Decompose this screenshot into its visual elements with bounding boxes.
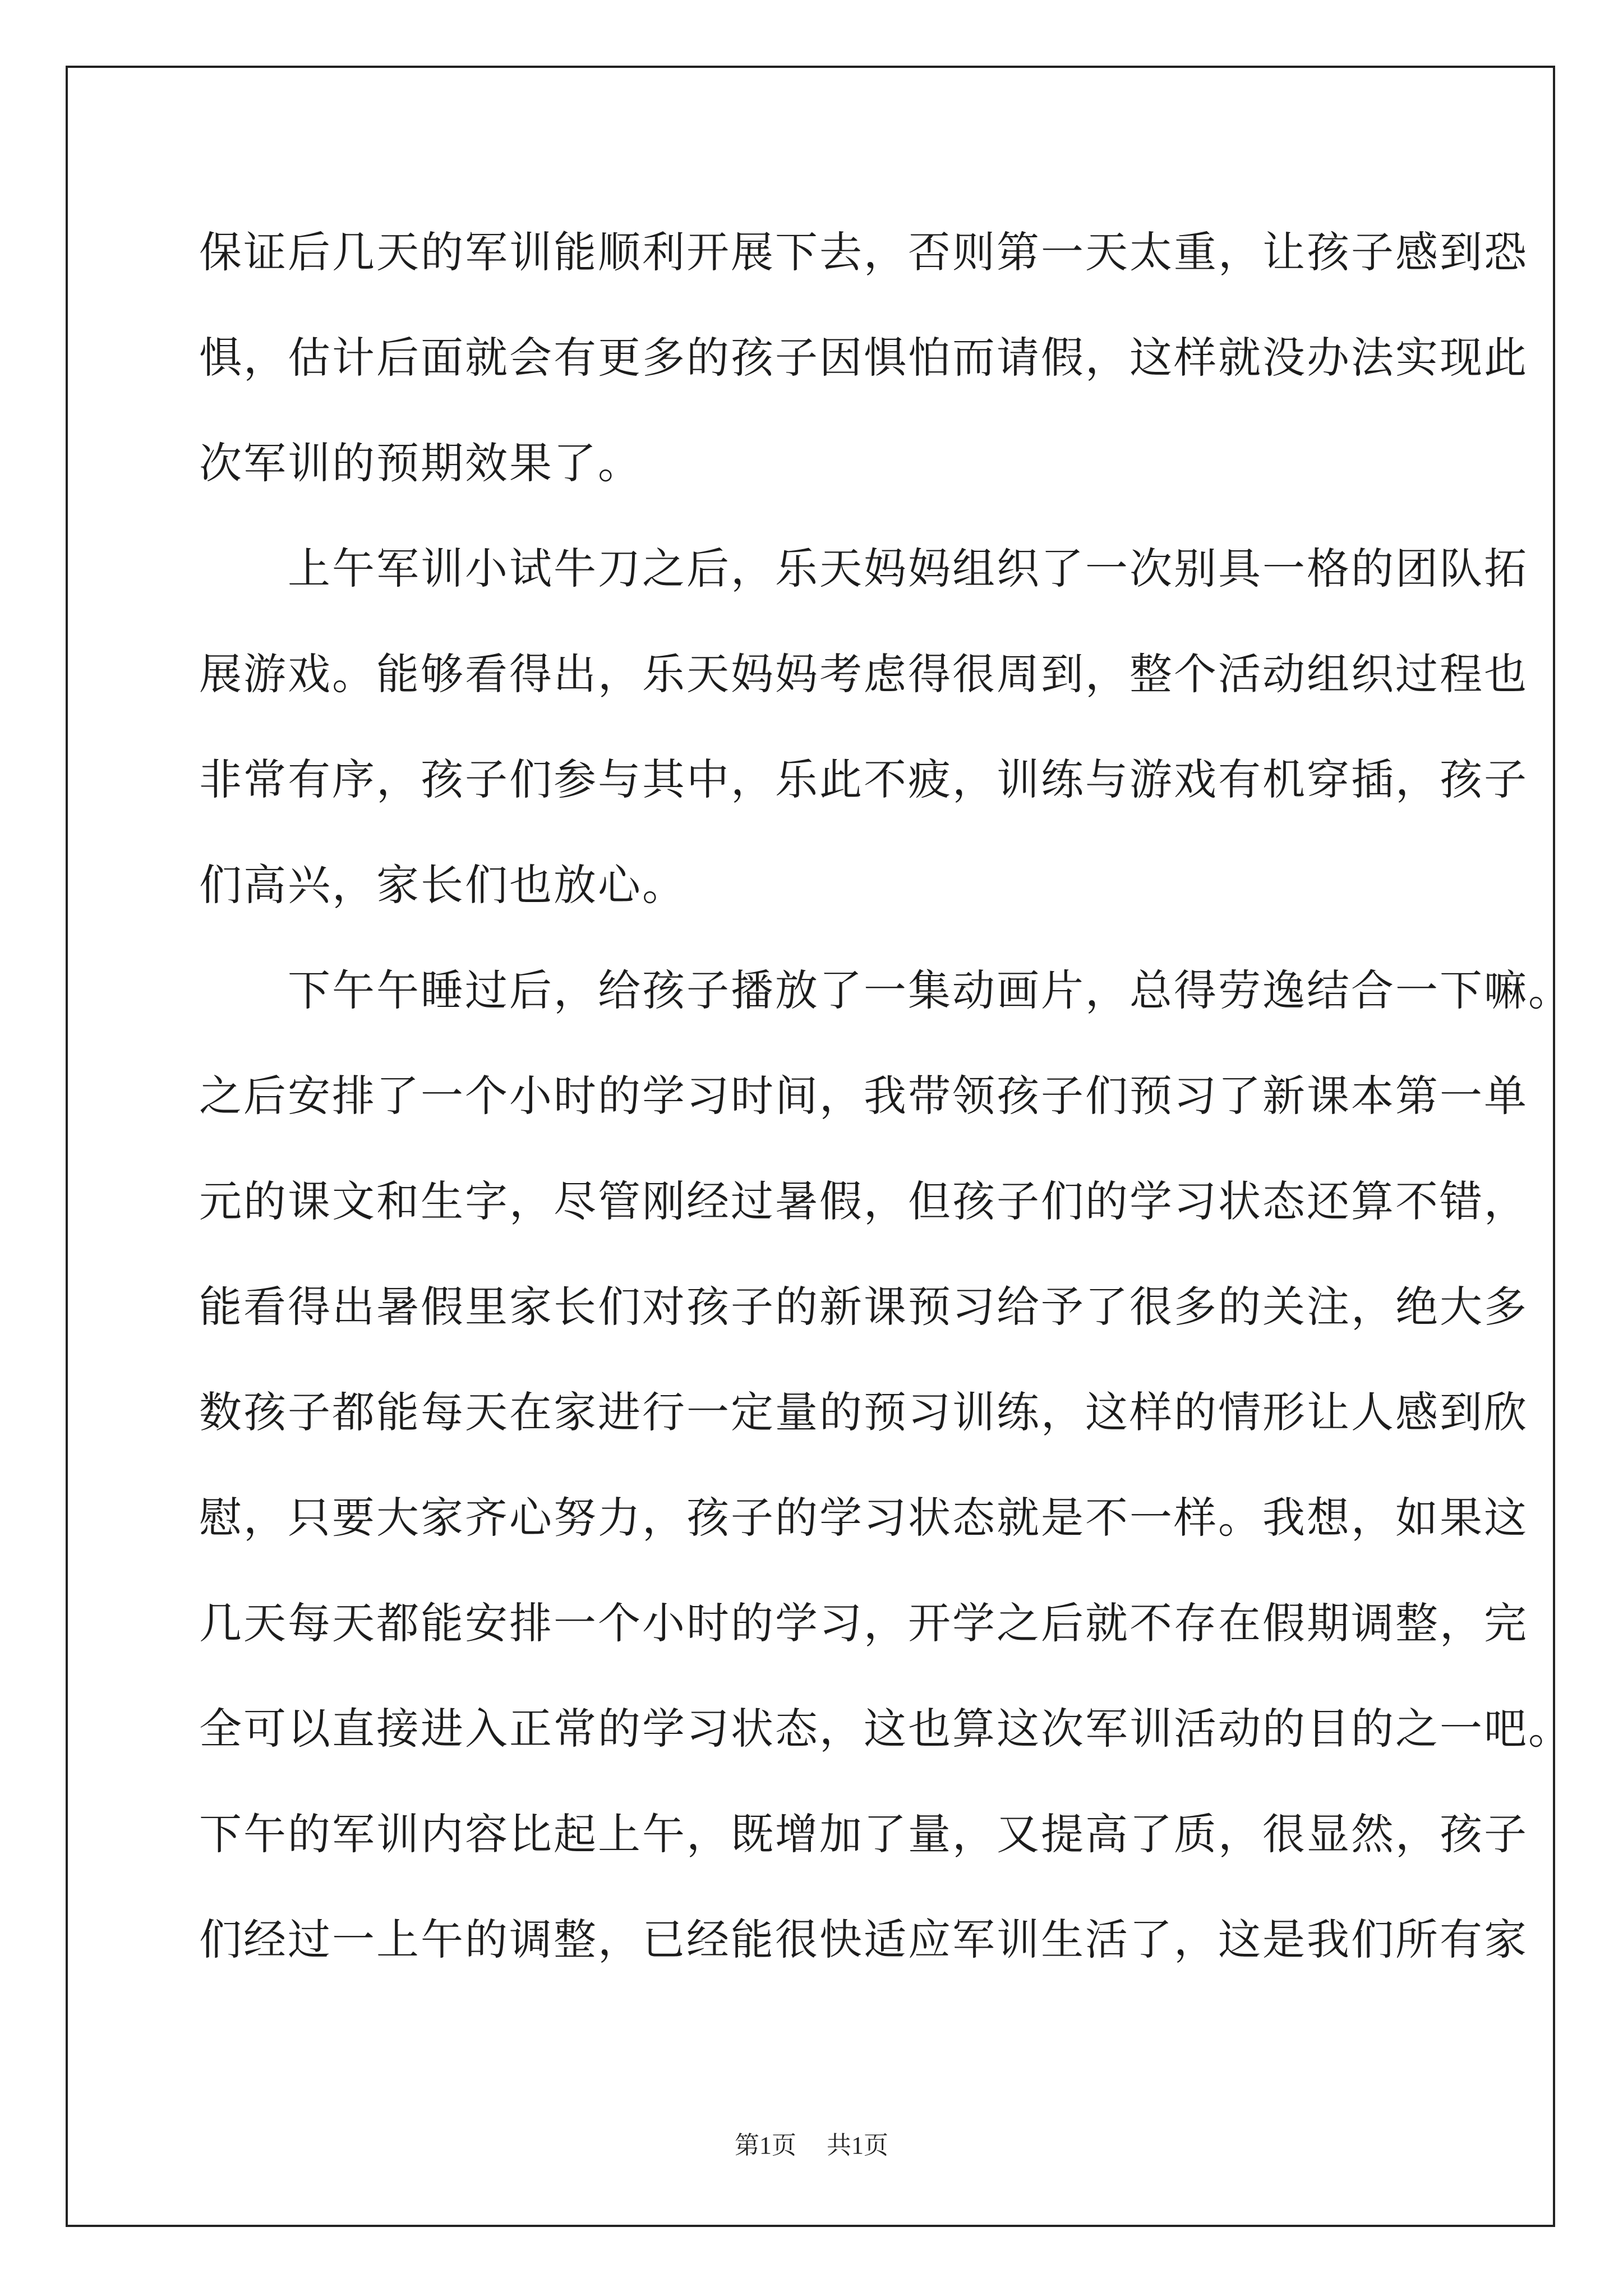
text-line: 保证后几天的军训能顺利开展下去，否则第一天太重，让孩子感到恐 [199, 227, 1528, 277]
text-line: 们经过一上午的调整，已经能很快适应军训生活了，这是我们所有家 [199, 1915, 1528, 1964]
text-line: 下午午睡过后，给孩子播放了一集动画片，总得劳逸结合一下嘛。 [199, 965, 1573, 1015]
page-number: 第1页 [735, 2132, 796, 2159]
text-line: 惧，估计后面就会有更多的孩子因惧怕而请假，这样就没办法实现此 [199, 333, 1528, 383]
text-line: 展游戏。能够看得出，乐天妈妈考虑得很周到，整个活动组织过程也 [199, 649, 1528, 699]
text-line: 元的课文和生字，尽管刚经过暑假，但孩子们的学习状态还算不错， [199, 1176, 1528, 1226]
page-border [66, 66, 1555, 2227]
text-line: 能看得出暑假里家长们对孩子的新课预习给予了很多的关注，绝大多 [199, 1282, 1528, 1332]
text-line: 之后安排了一个小时的学习时间，我带领孩子们预习了新课本第一单 [199, 1071, 1528, 1121]
text-line: 下午的军训内容比起上午，既增加了量，又提高了质，很显然，孩子 [199, 1809, 1528, 1859]
text-line: 数孩子都能每天在家进行一定量的预习训练，这样的情形让人感到欣 [199, 1387, 1528, 1437]
text-line: 上午军训小试牛刀之后，乐天妈妈组织了一次别具一格的团队拓 [199, 544, 1528, 593]
page-footer [0, 2129, 1623, 2162]
text-line: 们高兴，家长们也放心。 [199, 860, 686, 910]
text-line: 非常有序，孩子们参与其中，乐此不疲，训练与游戏有机穿插，孩子 [199, 754, 1528, 804]
text-line: 全可以直接进入正常的学习状态，这也算这次军训活动的目的之一吧。 [199, 1704, 1573, 1754]
page-total: 共1页 [827, 2132, 888, 2159]
text-line: 慰，只要大家齐心努力，孩子的学习状态就是不一样。我想，如果这 [199, 1493, 1528, 1543]
text-line: 几天每天都能安排一个小时的学习，开学之后就不存在假期调整，完 [199, 1598, 1528, 1648]
text-line: 次军训的预期效果了。 [199, 438, 642, 488]
